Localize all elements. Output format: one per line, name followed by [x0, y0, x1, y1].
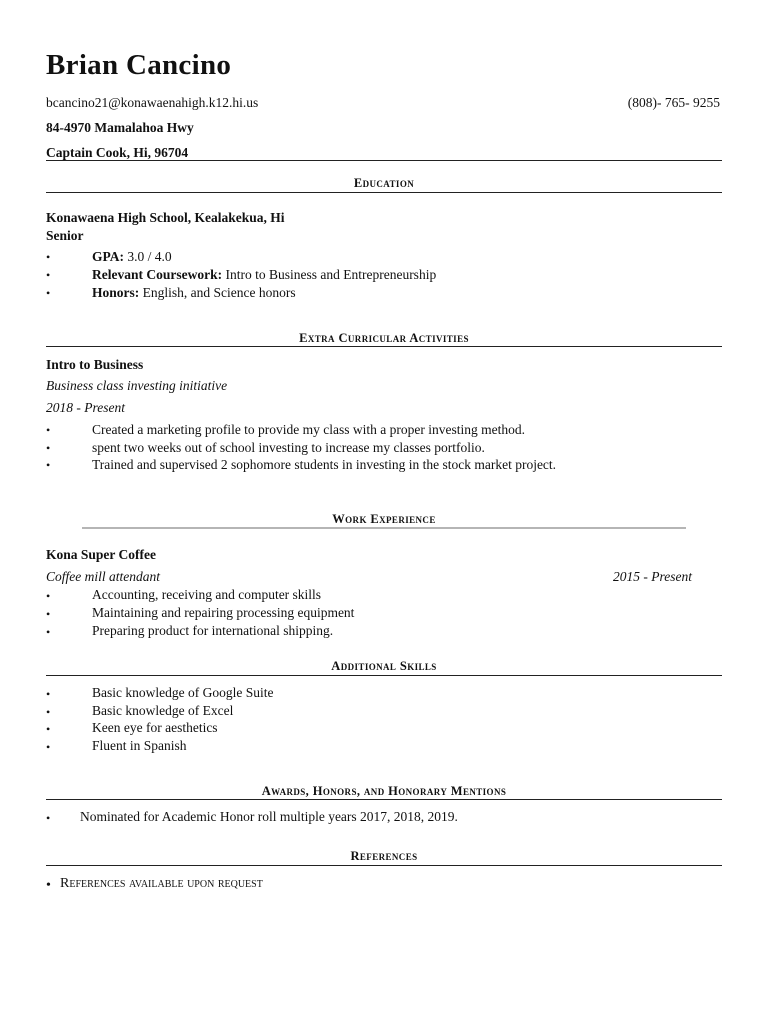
awards-divider	[46, 799, 722, 800]
education-divider	[46, 192, 722, 193]
bullet: •	[46, 250, 51, 264]
education-heading: Education	[353, 176, 415, 190]
awards-heading: Awards, Honors, and Honorary Mentions	[261, 784, 507, 798]
skill-item: Basic knowledge of Excel	[92, 703, 234, 718]
activity-dates: 2018 - Present	[46, 400, 125, 415]
bullet: •	[46, 740, 51, 754]
bullet: •	[46, 441, 51, 455]
email: bcancino21@konawaenahigh.k12.hi.us	[46, 95, 259, 110]
skills-divider	[46, 675, 722, 676]
skills-heading: Additional Skills	[331, 659, 437, 673]
bullet: •	[46, 687, 51, 701]
work-item: Accounting, receiving and computer skills	[92, 587, 322, 602]
header-divider	[46, 160, 722, 161]
candidate-name: Brian Cancino	[46, 49, 232, 81]
activity-item: Trained and supervised 2 sophomore students in investing in the stock market project.	[92, 457, 557, 472]
work-divider	[82, 527, 686, 529]
award-item: Nominated for Academic Honor roll multiple years 2017, 2018, 2019.	[80, 809, 458, 824]
references-text: References available upon request	[60, 876, 263, 891]
bullet: •	[46, 811, 51, 825]
education-item: Honors: English, and Science honors	[92, 285, 296, 300]
address-line-2: Captain Cook, Hi, 96704	[46, 145, 189, 160]
work-heading: Work Experience	[332, 512, 436, 526]
references-heading: References	[350, 849, 418, 863]
skill-item: Keen eye for aesthetics	[92, 720, 218, 735]
job-role: Coffee mill attendant	[46, 569, 160, 584]
grade-level: Senior	[46, 228, 84, 243]
activity-item: Created a marketing profile to provide my class with a proper investing method.	[92, 422, 526, 437]
activity-title: Intro to Business	[46, 357, 144, 372]
skill-item: Basic knowledge of Google Suite	[92, 685, 274, 700]
bullet: •	[46, 625, 51, 639]
extracurricular-heading: Extra Curricular Activities	[299, 331, 469, 345]
work-item: Preparing product for international shipping.	[92, 623, 334, 638]
phone: (808)- 765- 9255	[627, 95, 720, 110]
bullet: •	[46, 607, 51, 621]
bullet: •	[46, 589, 51, 603]
references-divider	[46, 865, 722, 866]
bullet: •	[46, 423, 51, 437]
work-item: Maintaining and repairing processing equipment	[92, 605, 355, 620]
education-item: Relevant Coursework: Intro to Business and Entrepreneurship	[92, 267, 437, 282]
extracurricular-divider	[46, 346, 722, 347]
address-line-1: 84-4970 Mamalahoa Hwy	[46, 120, 194, 135]
education-item: GPA: 3.0 / 4.0	[92, 249, 172, 264]
school-name: Konawaena High School, Kealakekua, Hi	[46, 210, 285, 225]
bullet: •	[46, 722, 51, 736]
bullet: •	[46, 705, 51, 719]
bullet: •	[46, 458, 51, 472]
bullet: •	[46, 286, 51, 300]
activity-item: spent two weeks out of school investing to increase my classes portfolio.	[92, 440, 485, 455]
activity-subtitle: Business class investing initiative	[46, 378, 228, 393]
skill-item: Fluent in Spanish	[92, 738, 187, 753]
job-dates: 2015 - Present	[613, 569, 692, 584]
bullet: •	[46, 878, 51, 893]
bullet: •	[46, 268, 51, 282]
company-name: Kona Super Coffee	[46, 547, 156, 562]
